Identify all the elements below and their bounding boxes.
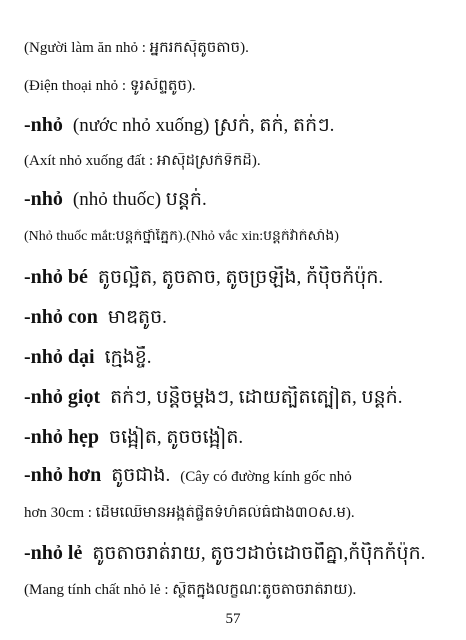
entry-headword: -nhỏ hẹp xyxy=(24,426,100,448)
example-line xyxy=(24,40,458,57)
entry-text: (nhỏ thuốc) បន្តក់. xyxy=(72,189,207,210)
entry-line xyxy=(24,346,458,369)
example-line xyxy=(24,78,458,95)
entry-line xyxy=(24,426,458,449)
entry-text: (Mang tính chất nhỏ lẻ : ស្ថិតក្នុងលក្ខណៈតូចតាចរាត់រាយ). xyxy=(24,582,357,598)
entry-line xyxy=(24,386,458,409)
entry-headword: -nhỏ con xyxy=(24,306,98,328)
example-line xyxy=(24,153,458,170)
entry-headword: -nhỏ dại xyxy=(24,346,95,368)
entry-line xyxy=(24,114,458,137)
entry-text: hơn 30cm : ដើមឈើមានអង្កត់ផ្ចិតទំហំគល់ធំជាង៣០ស.ម). xyxy=(24,505,355,521)
entry-line xyxy=(24,188,458,211)
entry-headword: -nhỏ bé xyxy=(24,266,88,288)
example-line xyxy=(24,229,458,244)
entry-line xyxy=(24,306,458,329)
entry-text: ក្មេងខ្ចី. xyxy=(104,347,152,368)
entry-headword: -nhỏ lẻ xyxy=(24,542,83,564)
entry-text: តូចល្អិត, តូចតាច, តូចច្រឡឹង, កំប៉ិចកំប៉ុក. xyxy=(97,267,384,288)
entry-text: (Nhỏ thuốc mắt:បន្តក់ថ្នាំភ្នែក).(Nhỏ vắc xin:បន្តក់វ៉ាក់សាំង) xyxy=(24,229,339,244)
entry-headword: -nhỏ xyxy=(24,114,63,136)
entry-text: តូចជាង. xyxy=(111,465,171,486)
entry-headword: -nhỏ xyxy=(24,188,63,210)
entry-line xyxy=(24,266,458,289)
entry-text: (Người làm ăn nhỏ : អ្នករកស៊ីតូចតាច). xyxy=(24,40,249,56)
entry-line xyxy=(24,464,458,487)
entry-headword: -nhỏ giọt xyxy=(24,386,101,408)
entry-headword: -nhỏ hơn xyxy=(24,464,102,486)
entry-text: (Điện thoại nhỏ : ទូរស័ព្ទតូច). xyxy=(24,78,196,94)
entry-example: (Cây có đường kính gốc nhỏ xyxy=(180,469,352,485)
entry-line xyxy=(24,542,458,565)
entry-text: (Axít nhỏ xuống đất : អាស៊ីដស្រក់ទឹកដី). xyxy=(24,153,261,169)
example-line xyxy=(24,505,458,522)
entry-text: ចង្អៀត, តូចចង្អៀត. xyxy=(109,427,244,448)
entry-text: (nước nhỏ xuống) ស្រក់, តក់, តក់ៗ. xyxy=(72,115,335,136)
entry-text: មាឌតូច. xyxy=(107,307,167,328)
example-line xyxy=(24,582,458,599)
entry-text: តក់ៗ, បន្តិចម្តងៗ, ដោយត្បិតត្បៀត, បន្តក់. xyxy=(110,387,403,408)
page-number: 57 xyxy=(225,611,241,627)
entry-text: តូចតាចរាត់រាយ, តូចៗដាច់ដោចពីគ្នា,កំប៉ិកកំប៉ុក. xyxy=(92,543,426,564)
